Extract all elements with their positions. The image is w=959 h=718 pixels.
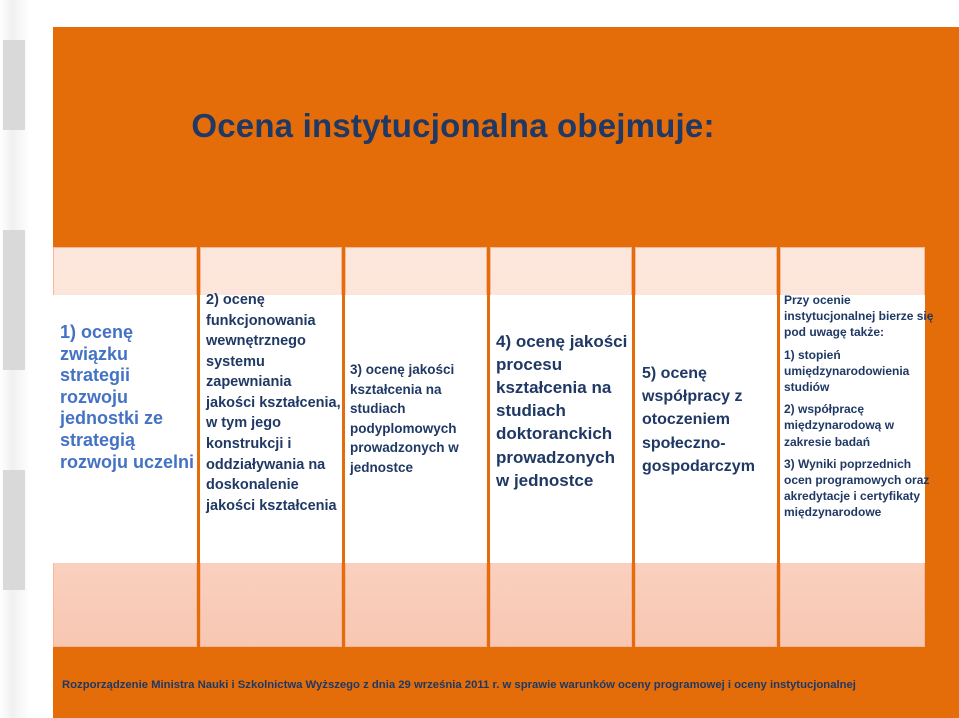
- decor-block: [3, 470, 25, 590]
- extra-intro: Przy ocenie instytucjonalnej bierze się pod uwagę także:: [784, 293, 934, 340]
- column-5-text: 5) ocenę współpracy z otoczeniem społeczno-gospodarczym: [642, 365, 755, 475]
- slide-title: Ocena instytucjonalna obejmuje:: [191, 107, 715, 144]
- column-4-text: 4) ocenę jakości procesu kształcenia na studiach doktoranckich prowadzonych w jednostce: [496, 332, 628, 490]
- column-3-text: 3) ocenę jakości kształcenia na studiach podyplomowych prowadzonych w jednostce: [350, 362, 459, 475]
- extra-item-2: 2) współpracę międzynarodową w zakresie badań: [784, 402, 895, 449]
- column-1-text: [60, 322, 200, 473]
- decor-block: [3, 230, 25, 370]
- decor-block: [3, 40, 25, 130]
- left-decor-stripe: [0, 0, 30, 718]
- extra-item-3: 3) Wyniki poprzednich ocen programowych oraz akredytacje i certyfikaty międzynarodowe: [784, 456, 930, 520]
- extra-item-1: 1) stopień umiędzynarodowienia studiów: [784, 347, 910, 394]
- column-2-text: 2) ocenę funkcjonowania wewnętrznego systemu zapewniania jakości kształcenia, w tym jego konstrukcji i oddziaływania na doskonalenie jakości kształcenia: [206, 292, 341, 514]
- column-1-number: 1): [60, 322, 82, 342]
- column-1-body: ocenę związku strategii rozwoju jednostki ze strategią rozwoju uczelni: [60, 322, 195, 472]
- column-6-text: [784, 292, 934, 526]
- footer-citation: Rozporządzenie Ministra Nauki i Szkolnictwa Wyższego z dnia 29 września 2011 r. w sprawie warunków oceny programowej i oceny instytucjonalnej: [62, 679, 856, 691]
